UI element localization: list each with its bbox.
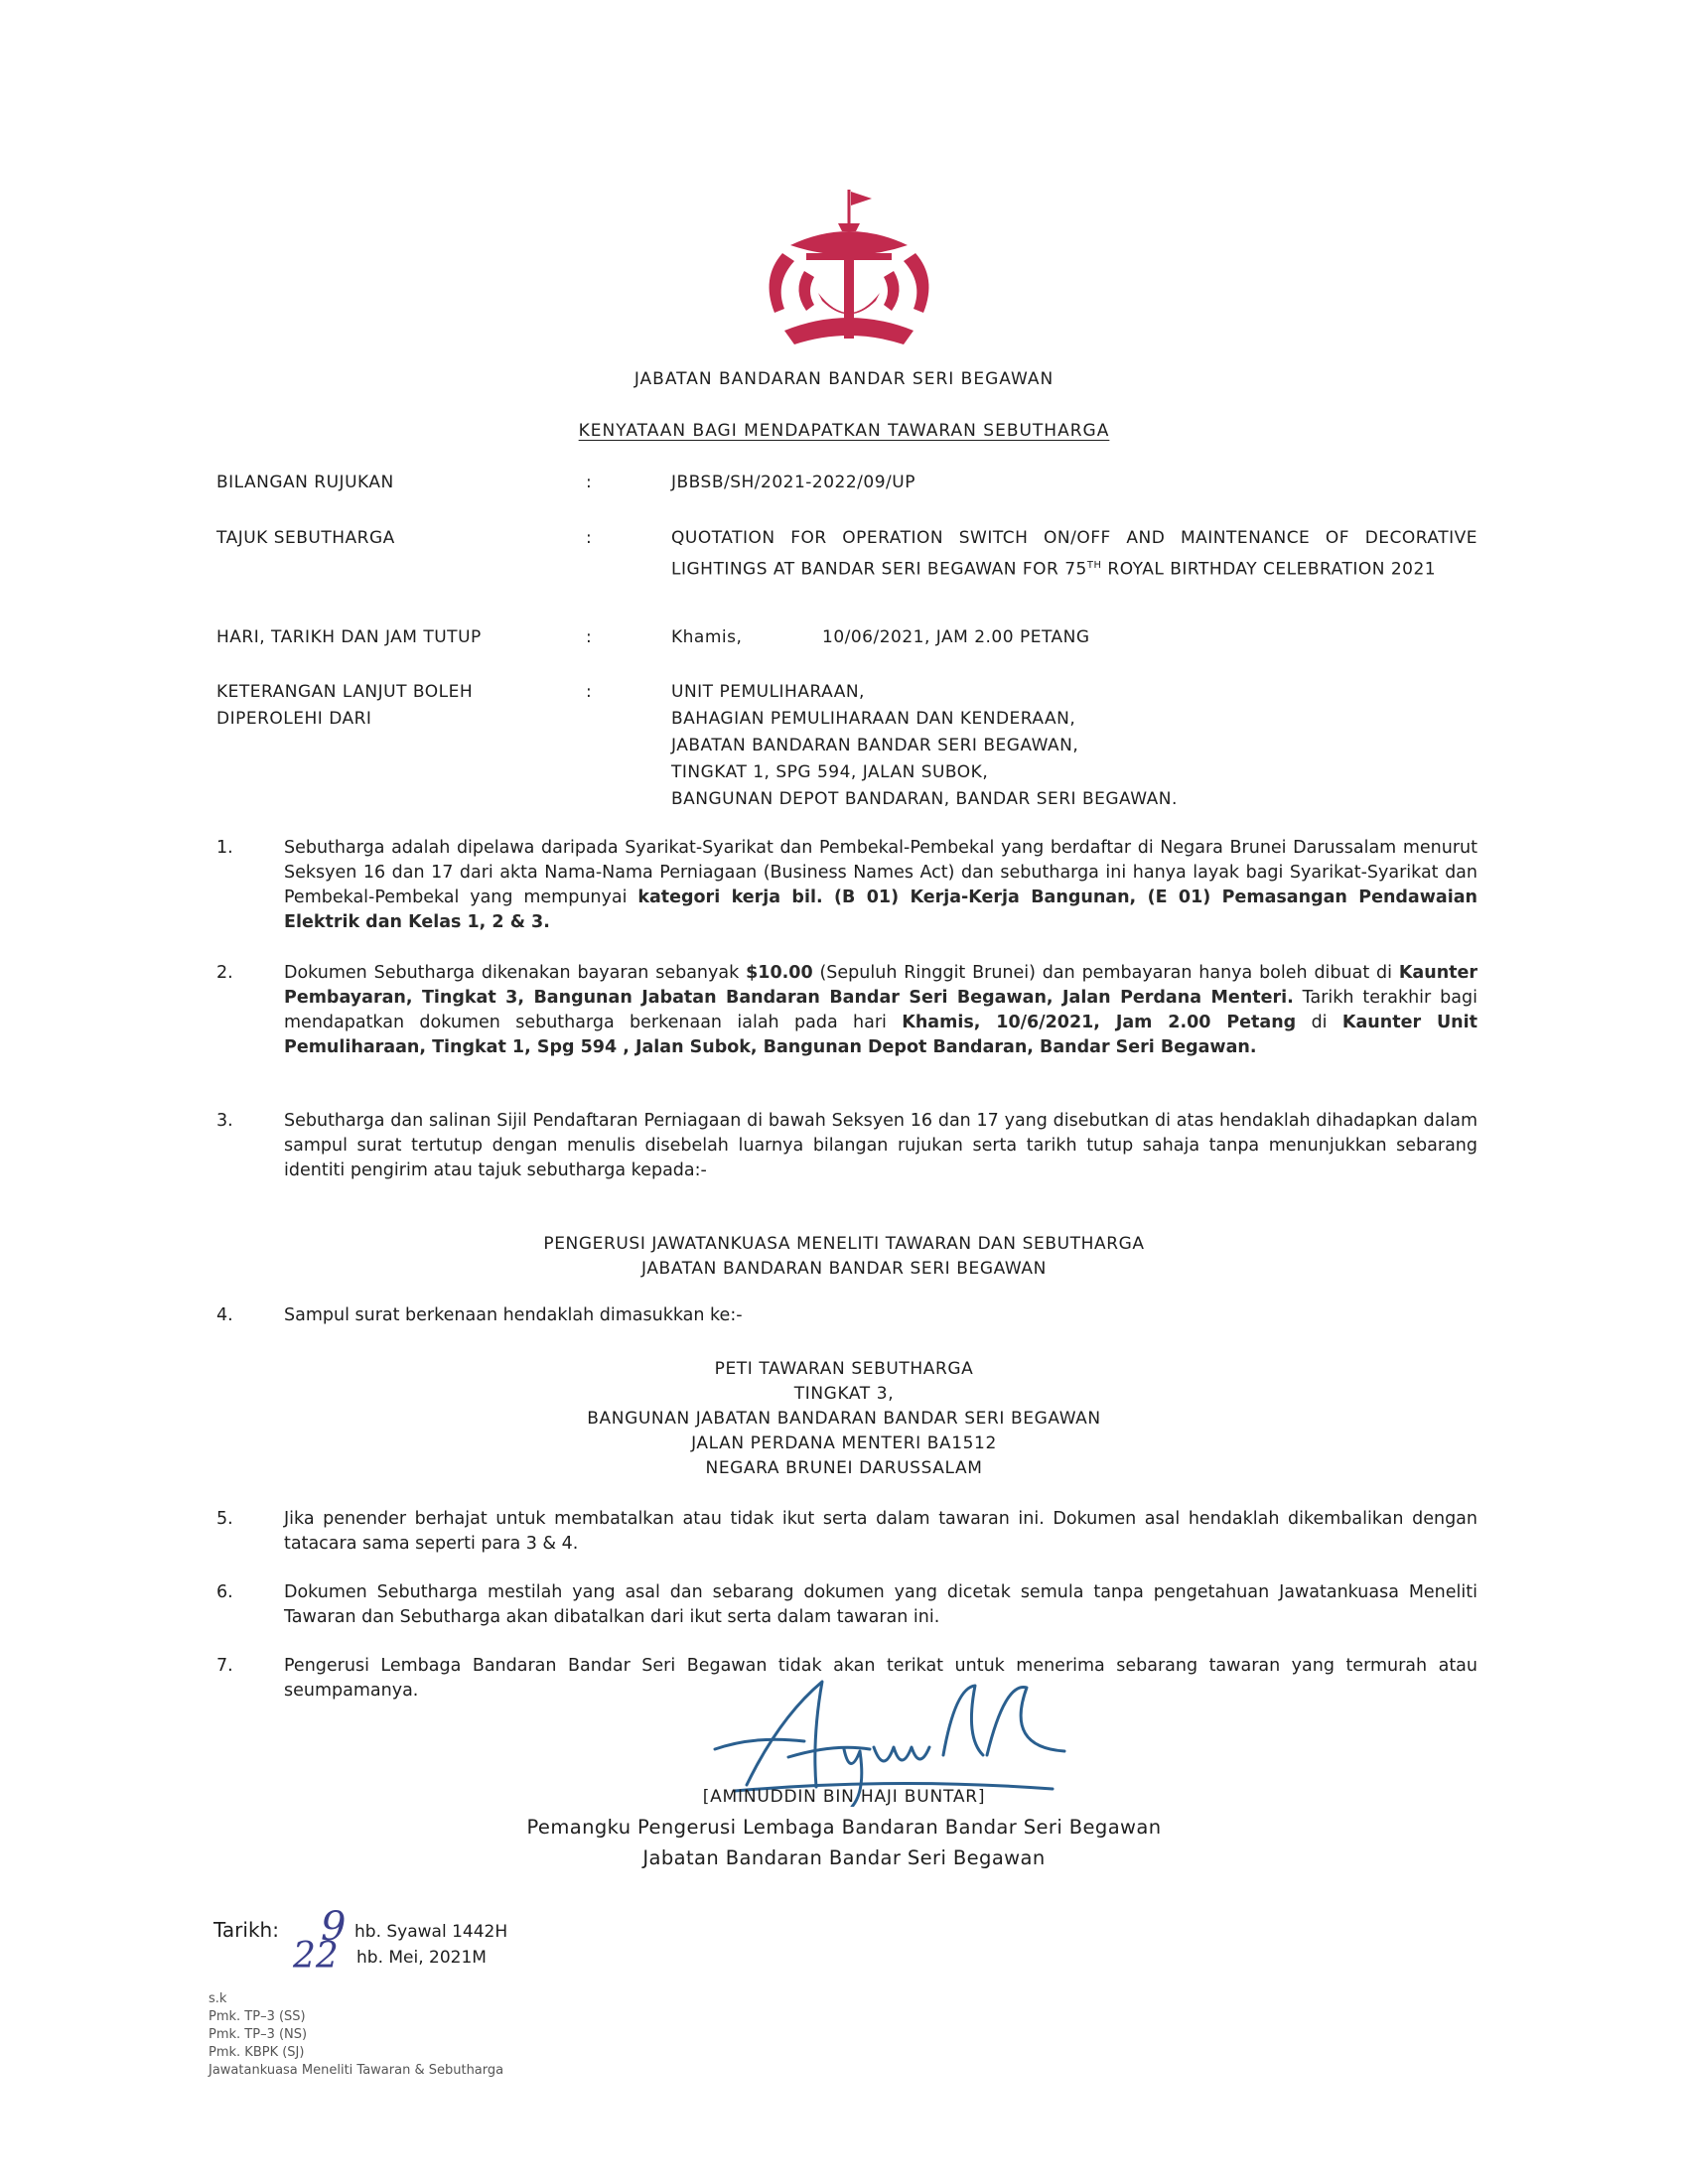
tender-box-line: PETI TAWARAN SEBUTHARGA bbox=[714, 1359, 974, 1379]
closing-day: Khamis, bbox=[671, 627, 743, 647]
tender-box-line: TINGKAT 3, bbox=[793, 1384, 895, 1404]
addressee-block bbox=[0, 1232, 1688, 1282]
paragraph-text: Sebutharga adalah dipelawa daripada Syarikat-Syarikat dan Pembekal-Pembekal yang berdaftar di Negara Brunei Darussalam menurut Seksyen 16 dan 17 dari akta Nama-Nama Perniagaan (Business Names Act) dan sebutharga ini hanya layak bagi Syarikat-Syarikat dan Pembekal-Pembekal yang mempunyai bbox=[284, 838, 1477, 907]
reference-value: JBBSB/SH/2021-2022/09/UP bbox=[671, 473, 915, 492]
colon: : bbox=[586, 473, 593, 492]
addressee-line: JABATAN BANDARAN BANDAR SERI BEGAWAN bbox=[641, 1259, 1047, 1279]
paragraph-6: Dokumen Sebutharga mestilah yang asal dan sebarang dokumen yang dicetak semula tanpa pengetahuan Jawatankuasa Meneliti Tawaran dan Sebutharga akan dibatalkan dari ikut serta dalam tawaran ini. bbox=[284, 1582, 1477, 1627]
paragraph-number: 5. bbox=[216, 1509, 233, 1529]
signatory-role: Pemangku Pengerusi Lembaga Bandaran Bandar Seri Begawan bbox=[526, 1816, 1162, 1839]
paragraph-number: 2. bbox=[216, 963, 233, 983]
payment-counter: Kaunter Pembayaran, Tingkat 3, Bangunan Jabatan Bandaran Bandar Seri Begawan, Jalan Perdana Menteri. bbox=[284, 963, 1478, 1008]
copy-list-label: s.k bbox=[209, 1991, 227, 2006]
address-line: TINGKAT 1, SPG 594, JALAN SUBOK, bbox=[671, 762, 989, 782]
paragraph-5: Jika penender berhajat untuk membatalkan atau tidak ikut serta dalam tawaran ini. Dokumen asal hendaklah dikembalikan dengan tatacara sama seperti para 3 & 4. bbox=[284, 1509, 1477, 1554]
copy-list-item: Pmk. TP–3 (NS) bbox=[209, 2027, 308, 2042]
copy-list bbox=[209, 1990, 503, 2080]
further-info-label-line2: DIPEROLEHI DARI bbox=[216, 709, 372, 729]
quotation-title-value bbox=[671, 525, 1477, 584]
notice-title: KENYATAAN BAGI MENDAPATKAN TAWARAN SEBUTHARGA bbox=[578, 421, 1110, 441]
colon: : bbox=[586, 627, 593, 647]
signatory-name: [AMINUDDIN BIN HAJI BUNTAR] bbox=[702, 1787, 986, 1807]
colon: : bbox=[586, 682, 593, 702]
paragraph-7: Pengerusi Lembaga Bandaran Bandar Seri Begawan tidak akan terikat untuk menerima sebarang tawaran yang termurah atau seumpamanya. bbox=[284, 1656, 1477, 1701]
paragraph-3: Sebutharga dan salinan Sijil Pendaftaran Perniagaan di bawah Seksyen 16 dan 17 yang disebutkan di atas hendaklah dihadapkan dalam sampul surat tertutup dengan menulis disebelah luarnya bilangan rujukan serta tarikh tutup sahaja tanpa menunjukkan sebarang identiti pengirim atau tajuk sebutharga kepada:- bbox=[284, 1111, 1477, 1180]
paragraph-number: 4. bbox=[216, 1305, 233, 1325]
handwritten-hijri-day: 9 bbox=[321, 1904, 347, 1950]
further-info-label bbox=[216, 679, 473, 733]
tender-box-line: BANGUNAN JABATAN BANDARAN BANDAR SERI BEGAWAN bbox=[587, 1409, 1101, 1429]
copy-list-item: Pmk. TP–3 (SS) bbox=[209, 2009, 306, 2024]
date-label: Tarikh: bbox=[213, 1918, 279, 1942]
quotation-title-text: QUOTATION FOR OPERATION SWITCH ON/OFF AND MAINTENANCE OF DECORATIVE LIGHTINGS AT BANDAR SERI BEGAWAN FOR 75 bbox=[671, 528, 1477, 580]
paragraph-text: Tarikh terakhir bagi mendapatkan dokumen sebutharga berkenaan ialah pada hari bbox=[284, 988, 1477, 1032]
reference-label: BILANGAN RUJUKAN bbox=[216, 473, 394, 492]
closing-label: HARI, TARIKH DAN JAM TUTUP bbox=[216, 627, 482, 647]
colon: : bbox=[586, 528, 593, 548]
paragraph-number: 3. bbox=[216, 1111, 233, 1131]
address-line: UNIT PEMULIHARAAN, bbox=[671, 682, 865, 702]
closing-datetime: 10/06/2021, JAM 2.00 PETANG bbox=[822, 627, 1090, 647]
ordinal-suffix: TH bbox=[1086, 560, 1102, 571]
tender-box-line: NEGARA BRUNEI DARUSSALAM bbox=[705, 1458, 983, 1478]
signatory-department: Jabatan Bandaran Bandar Seri Begawan bbox=[642, 1846, 1046, 1869]
handwritten-gregorian-day: 22 bbox=[293, 1936, 339, 1977]
paragraph-number: 1. bbox=[216, 838, 233, 858]
brunei-crest-icon bbox=[755, 184, 943, 357]
collection-counter: Kaunter Unit Pemuliharaan, Tingkat 1, Spg 594 , Jalan Subok, Bangunan Depot Bandaran, Bandar Seri Begawan. bbox=[284, 1013, 1477, 1057]
paragraph-text: di bbox=[1296, 1013, 1342, 1032]
address-line: BAHAGIAN PEMULIHARAAN DAN KENDERAAN, bbox=[671, 709, 1076, 729]
deadline-text: Khamis, 10/6/2021, Jam 2.00 Petang bbox=[902, 1013, 1297, 1032]
department-heading: JABATAN BANDARAN BANDAR SERI BEGAWAN bbox=[633, 369, 1055, 389]
paragraph-4: Sampul surat berkenaan hendaklah dimasukkan ke:- bbox=[284, 1305, 743, 1325]
copy-list-item: Jawatankuasa Meneliti Tawaran & Sebutharga bbox=[209, 2063, 504, 2078]
fee-amount: $10.00 bbox=[746, 963, 813, 983]
work-category-text: kategori kerja bil. (B 01) Kerja-Kerja Bangunan, (E 01) Pemasangan Pendawaian Elektrik dan Kelas 1, 2 & 3. bbox=[284, 887, 1477, 932]
paragraph-1 bbox=[284, 836, 1477, 935]
address-line: JABATAN BANDARAN BANDAR SERI BEGAWAN, bbox=[671, 736, 1079, 755]
paragraph-2 bbox=[284, 961, 1477, 1060]
quotation-title-label: TAJUK SEBUTHARGA bbox=[216, 528, 395, 548]
hijri-date-text: hb. Syawal 1442H bbox=[354, 1922, 508, 1942]
paragraph-number: 7. bbox=[216, 1656, 233, 1676]
paragraph-text: Dokumen Sebutharga dikenakan bayaran sebanyak bbox=[284, 963, 747, 983]
gregorian-date-text: hb. Mei, 2021M bbox=[356, 1948, 487, 1968]
copy-list-item: Pmk. KBPK (SJ) bbox=[209, 2045, 305, 2060]
address-line: BANGUNAN DEPOT BANDARAN, BANDAR SERI BEGAWAN. bbox=[671, 789, 1178, 809]
quotation-title-text-end: ROYAL BIRTHDAY CELEBRATION 2021 bbox=[1101, 559, 1437, 580]
further-info-label-line1: KETERANGAN LANJUT BOLEH bbox=[216, 682, 474, 702]
paragraph-text: (Sepuluh Ringgit Brunei) dan pembayaran hanya boleh dibuat di bbox=[812, 963, 1399, 983]
further-info-address bbox=[671, 679, 1178, 813]
tender-box-address bbox=[0, 1357, 1688, 1481]
tender-box-line: JALAN PERDANA MENTERI BA1512 bbox=[691, 1433, 997, 1453]
addressee-line: PENGERUSI JAWATANKUASA MENELITI TAWARAN DAN SEBUTHARGA bbox=[543, 1234, 1145, 1254]
paragraph-number: 6. bbox=[216, 1582, 233, 1602]
